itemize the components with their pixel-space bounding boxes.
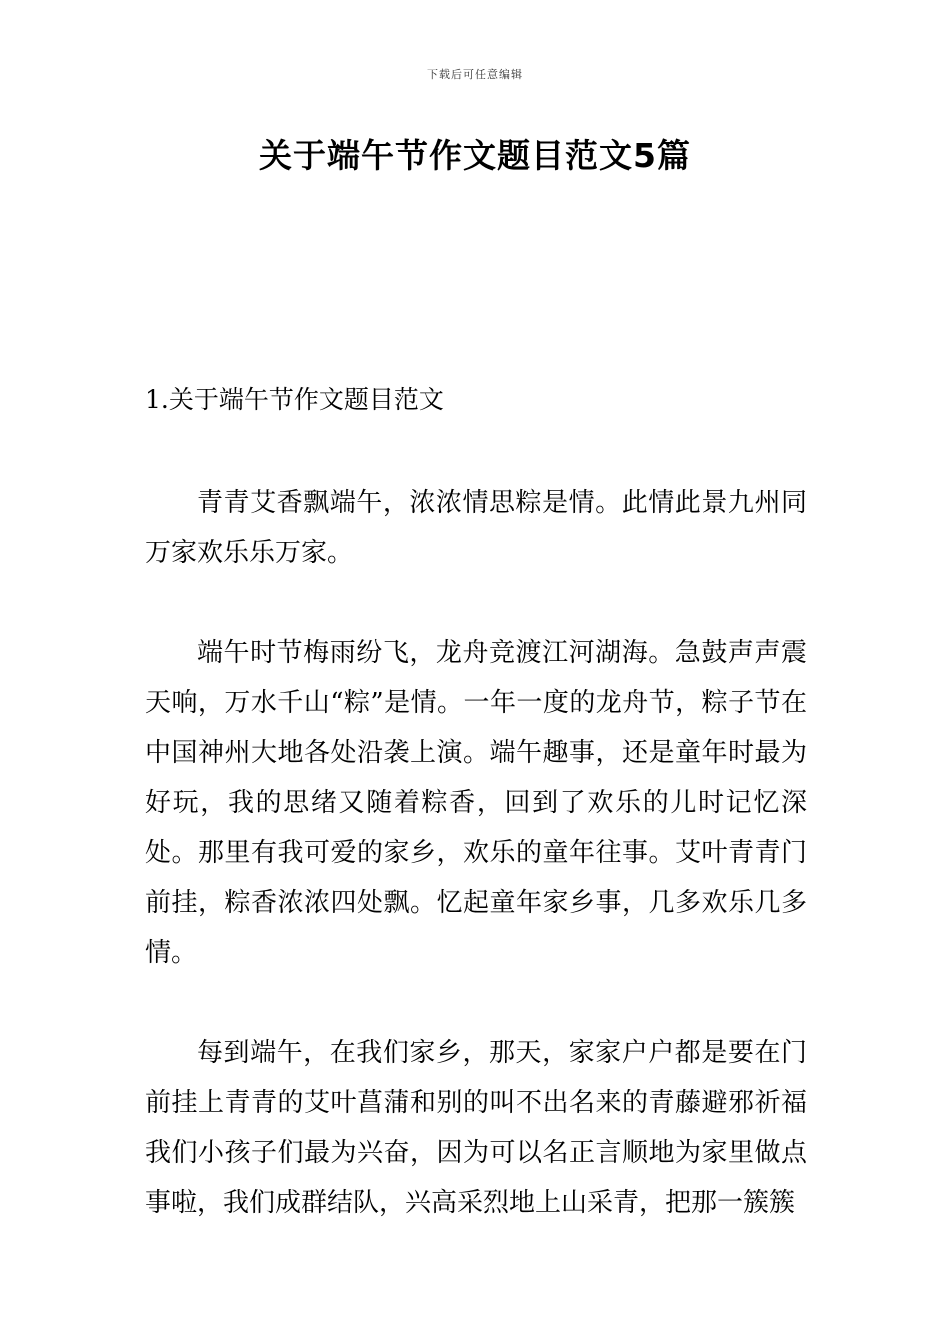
paragraph-3: 每到端午，在我们家乡，那天，家家户户都是要在门前挂上青青的艾叶菖蒲和别的叫不出名来的青藤避邪祈福我们小孩子们最为兴奋，因为可以名正言顺地为家里做点事啦，我们成群结队，兴高采烈地上山采青，把那一簇簇 (145, 1038, 807, 1218)
document-title: 关于端午节作文题目范文5篇 (259, 136, 691, 175)
paragraph-2: 端午时节梅雨纷飞，龙舟竞渡江河湖海。急鼓声声震天响，万水千山“粽”是情。一年一度的龙舟节，粽子节在中国神州大地各处沿袭上演。端午趣事，还是童年时最为好玩，我的思绪又随着粽香，回到了欢乐的儿时记忆深处。那里有我可爱的家乡，欢乐的童年往事。艾叶青青门前挂，粽香浓浓四处飘。忆起童年家乡事，几多欢乐几多情。 (145, 638, 807, 968)
body-text (145, 478, 807, 1278)
paragraph-1: 青青艾香飘端午，浓浓情思粽是情。此情此景九州同万家欢乐乐万家。 (145, 488, 807, 568)
header-note: 下载后可任意编辑 (427, 68, 523, 81)
section-heading: 1.关于端午节作文题目范文 (145, 385, 444, 414)
